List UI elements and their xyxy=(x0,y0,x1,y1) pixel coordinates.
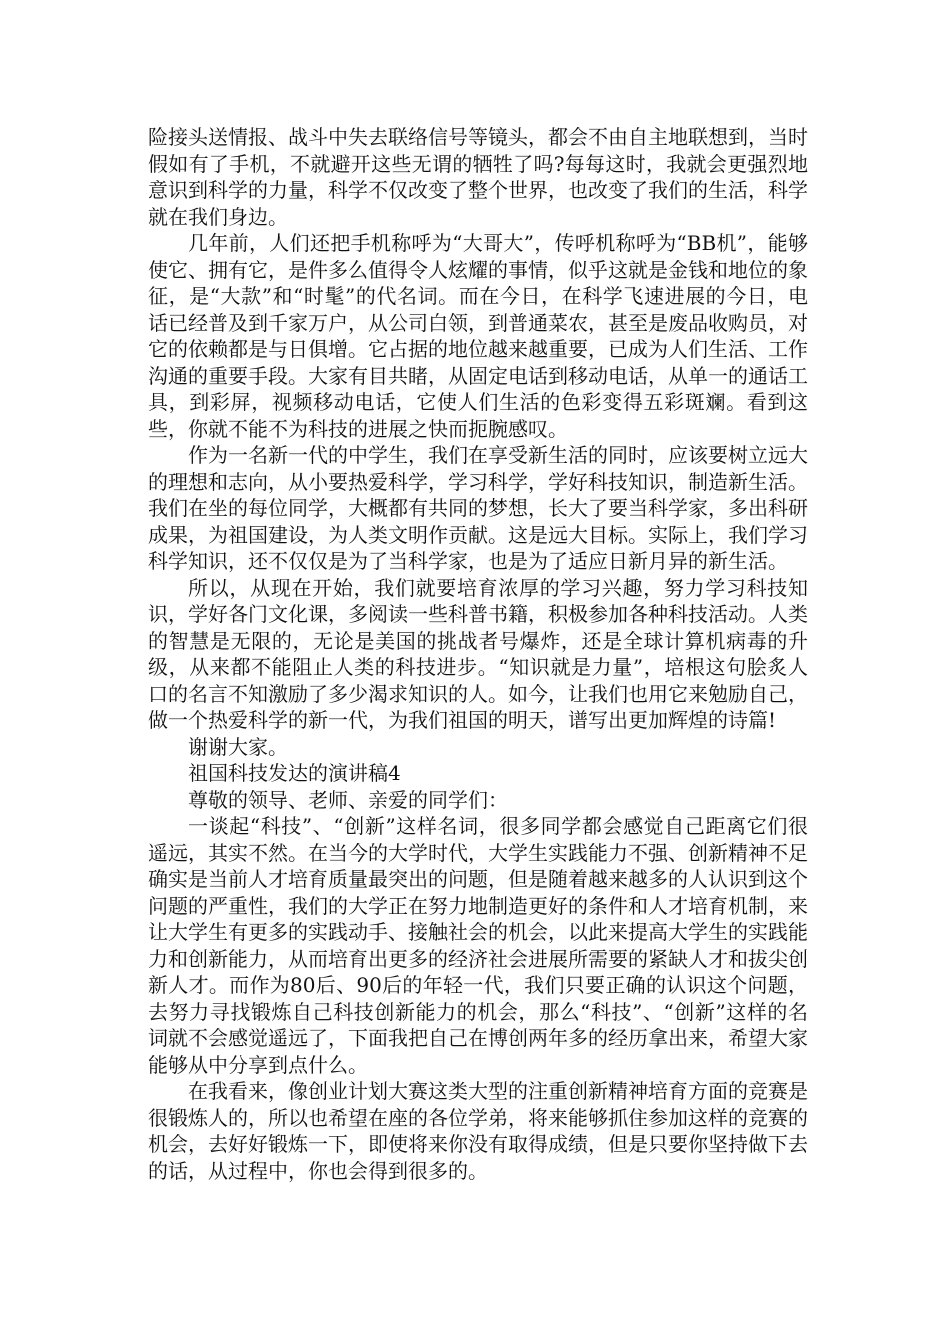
paragraph-3: 作为一名新一代的中学生，我们在享受新生活的同时，应该要树立远大的理想和志向，从小要热爱科学，学习科学，学好科技知识，制造新生活。我们在坐的每位同学，大概都有共同的梦想，长大了要当科学家，多出科研成果，为祖国建设，为人类文明作贡献。这是远大目标。实际上，我们学习科学知识，还不仅仅是为了当科学家，也是为了适应日新月异的新生活。 xyxy=(148,443,808,573)
document-body xyxy=(148,124,808,1184)
paragraph-6: 在我看来，像创业计划大赛这类大型的注重创新精神培育方面的竞赛是很锻炼人的，所以也希望在座的各位学弟，将来能够抓住参加这样的竞赛的机会，去好好锻炼一下，即使将来你没有取得成绩，但是只要你坚持做下去的话，从过程中，你也会得到很多的。 xyxy=(148,1079,808,1183)
paragraph-1: 险接头送情报、战斗中失去联络信号等镜头，都会不由自主地联想到，当时假如有了手机，不就避开这些无谓的牺牲了吗?每每这时，我就会更强烈地意识到科学的力量，科学不仅改变了整个世界，也改变了我们的生活，科学就在我们身边。 xyxy=(148,125,808,229)
paragraph-4: 所以，从现在开始，我们就要培育浓厚的学习兴趣，努力学习科技知识，学好各门文化课，多阅读一些科普书籍，积极参加各种科技活动。人类的智慧是无限的，无论是美国的挑战者号爆炸，还是全球计算机病毒的升级，从来都不能阻止人类的科技进步。“知识就是力量”，培根这句脍炙人口的名言不知激励了多少渴求知识的人。如今，让我们也用它来勉励自己，做一个热爱科学的新一代，为我们祖国的明天，谱写出更加辉煌的诗篇! xyxy=(148,575,808,732)
closing-thanks: 谢谢大家。 xyxy=(188,734,288,759)
salutation: 尊敬的领导、老师、亲爱的同学们： xyxy=(188,787,508,812)
section-title: 祖国科技发达的演讲稿4 xyxy=(188,761,401,785)
paragraph-2: 几年前，人们还把手机称呼为“大哥大”，传呼机称呼为“BB机”，能够使它、拥有它，是件多么值得令人炫耀的事情，似乎这就是金钱和地位的象征，是“大款”和“时髦”的代名词。而在今日，在科学飞速进展的今日，电话已经普及到千家万户，从公司白领，到普通菜农，甚至是废品收购员，对它的依赖都是与日俱增。它占据的地位越来越重要，已成为人们生活、工作沟通的重要手段。大家有目共睹，从固定电话到移动电话，从单一的通话工具，到彩屏，视频移动电话，它使人们生活的色彩变得五彩斑斓。看到这些，你就不能不为科技的进展之快而扼腕感叹。 xyxy=(148,231,808,441)
paragraph-5: 一谈起“科技”、“创新”这样名词，很多同学都会感觉自己距离它们很遥远，其实不然。在当今的大学时代，大学生实践能力不强、创新精神不足确实是当前人才培育质量最突出的问题，但是随着越来越多的人认识到这个问题的严重性，我们的大学正在努力地制造更好的条件和人才培育机制，来让大学生有更多的实践动手、接触社会的机会，以此来提高大学生的实践能力和创新能力，从而培育出更多的经济社会进展所需要的紧缺人才和拔尖创新人才。而作为80后、90后的年轻一代，我们只要正确的认识这个问题，去努力寻找锻炼自己科技创新能力的机会，那么“科技”、“创新”这样的名词就不会感觉遥远了，下面我把自己在博创两年多的经历拿出来，希望大家能够从中分享到点什么。 xyxy=(148,814,808,1077)
